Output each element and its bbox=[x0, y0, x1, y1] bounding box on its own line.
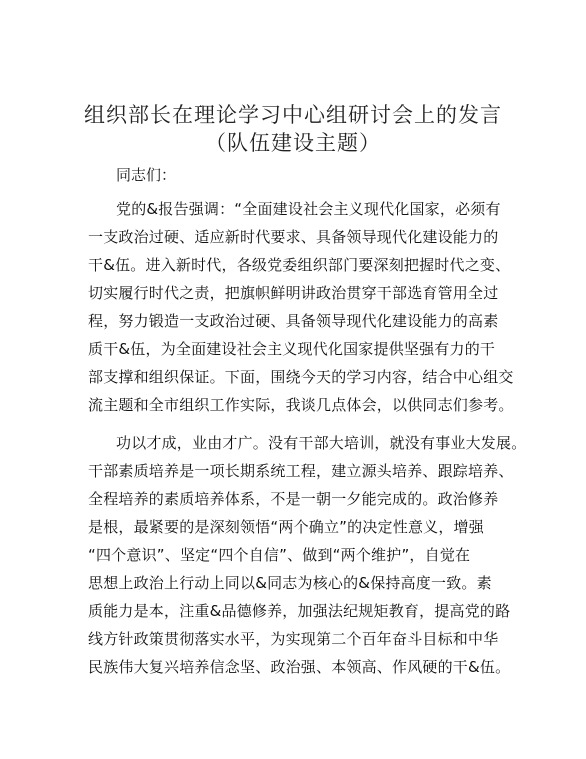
paragraph-1-line: 流主题和全市组织工作实际，我谈几点体会，以供同志们参考。 bbox=[88, 396, 514, 414]
paragraph-2-line: 线方针政策贯彻落实水平，为实现第二个百年奋斗目标和中华 bbox=[88, 630, 499, 648]
paragraph-2-line: 功以才成，业由才广。没有干部大培训，就没有事业大发展。 bbox=[116, 434, 527, 452]
paragraph-2-line: 是根，最紧要的是深刻领悟“两个确立”的决定性意义，增强 bbox=[88, 518, 484, 536]
paragraph-1-line: 党的&报告强调：“全面建设社会主义现代化国家，必须有 bbox=[116, 200, 501, 218]
document-subtitle: （队伍建设主题） bbox=[205, 131, 381, 155]
salutation: 同志们： bbox=[116, 166, 177, 184]
paragraph-1-line: 切实履行时代之责，把旗帜鲜明讲政治贯穿干部选育管用全过 bbox=[88, 284, 499, 302]
paragraph-1-line: 一支政治过硬、适应新时代要求、具备领导现代化建设能力的 bbox=[88, 228, 499, 246]
paragraph-2-line: 思想上政治上行动上同以&同志为核心的&保持高度一致。素 bbox=[88, 574, 492, 592]
paragraph-2-line: “四个意识”、坚定“四个自信”、做到“两个维护”，自觉在 bbox=[88, 546, 471, 564]
document-title: 组织部长在理论学习中心组研讨会上的发言 bbox=[84, 103, 502, 127]
paragraph-1-line: 部支撑和组织保证。下面，围绕今天的学习内容，结合中心组交 bbox=[88, 368, 514, 386]
paragraph-2-line: 民族伟大复兴培养信念坚、政治强、本领高、作风硬的干&伍。 bbox=[88, 658, 511, 676]
paragraph-1-line: 干&伍。进入新时代，各级党委组织部门要深刻把握时代之变、 bbox=[88, 256, 511, 274]
paragraph-2-line: 质能力是本，注重&品德修养，加强法纪规矩教育，提高党的路 bbox=[88, 602, 511, 620]
paragraph-1-line: 程，努力锻造一支政治过硬、具备领导现代化建设能力的高素 bbox=[88, 312, 499, 330]
paragraph-1-line: 质干&伍，为全面建设社会主义现代化国家提供坚强有力的干 bbox=[88, 340, 496, 358]
paragraph-2-line: 干部素质培养是一项长期系统工程，建立源头培养、跟踪培养、 bbox=[88, 462, 514, 480]
paragraph-2-line: 全程培养的素质培养体系，不是一朝一夕能完成的。政治修养 bbox=[88, 490, 499, 508]
